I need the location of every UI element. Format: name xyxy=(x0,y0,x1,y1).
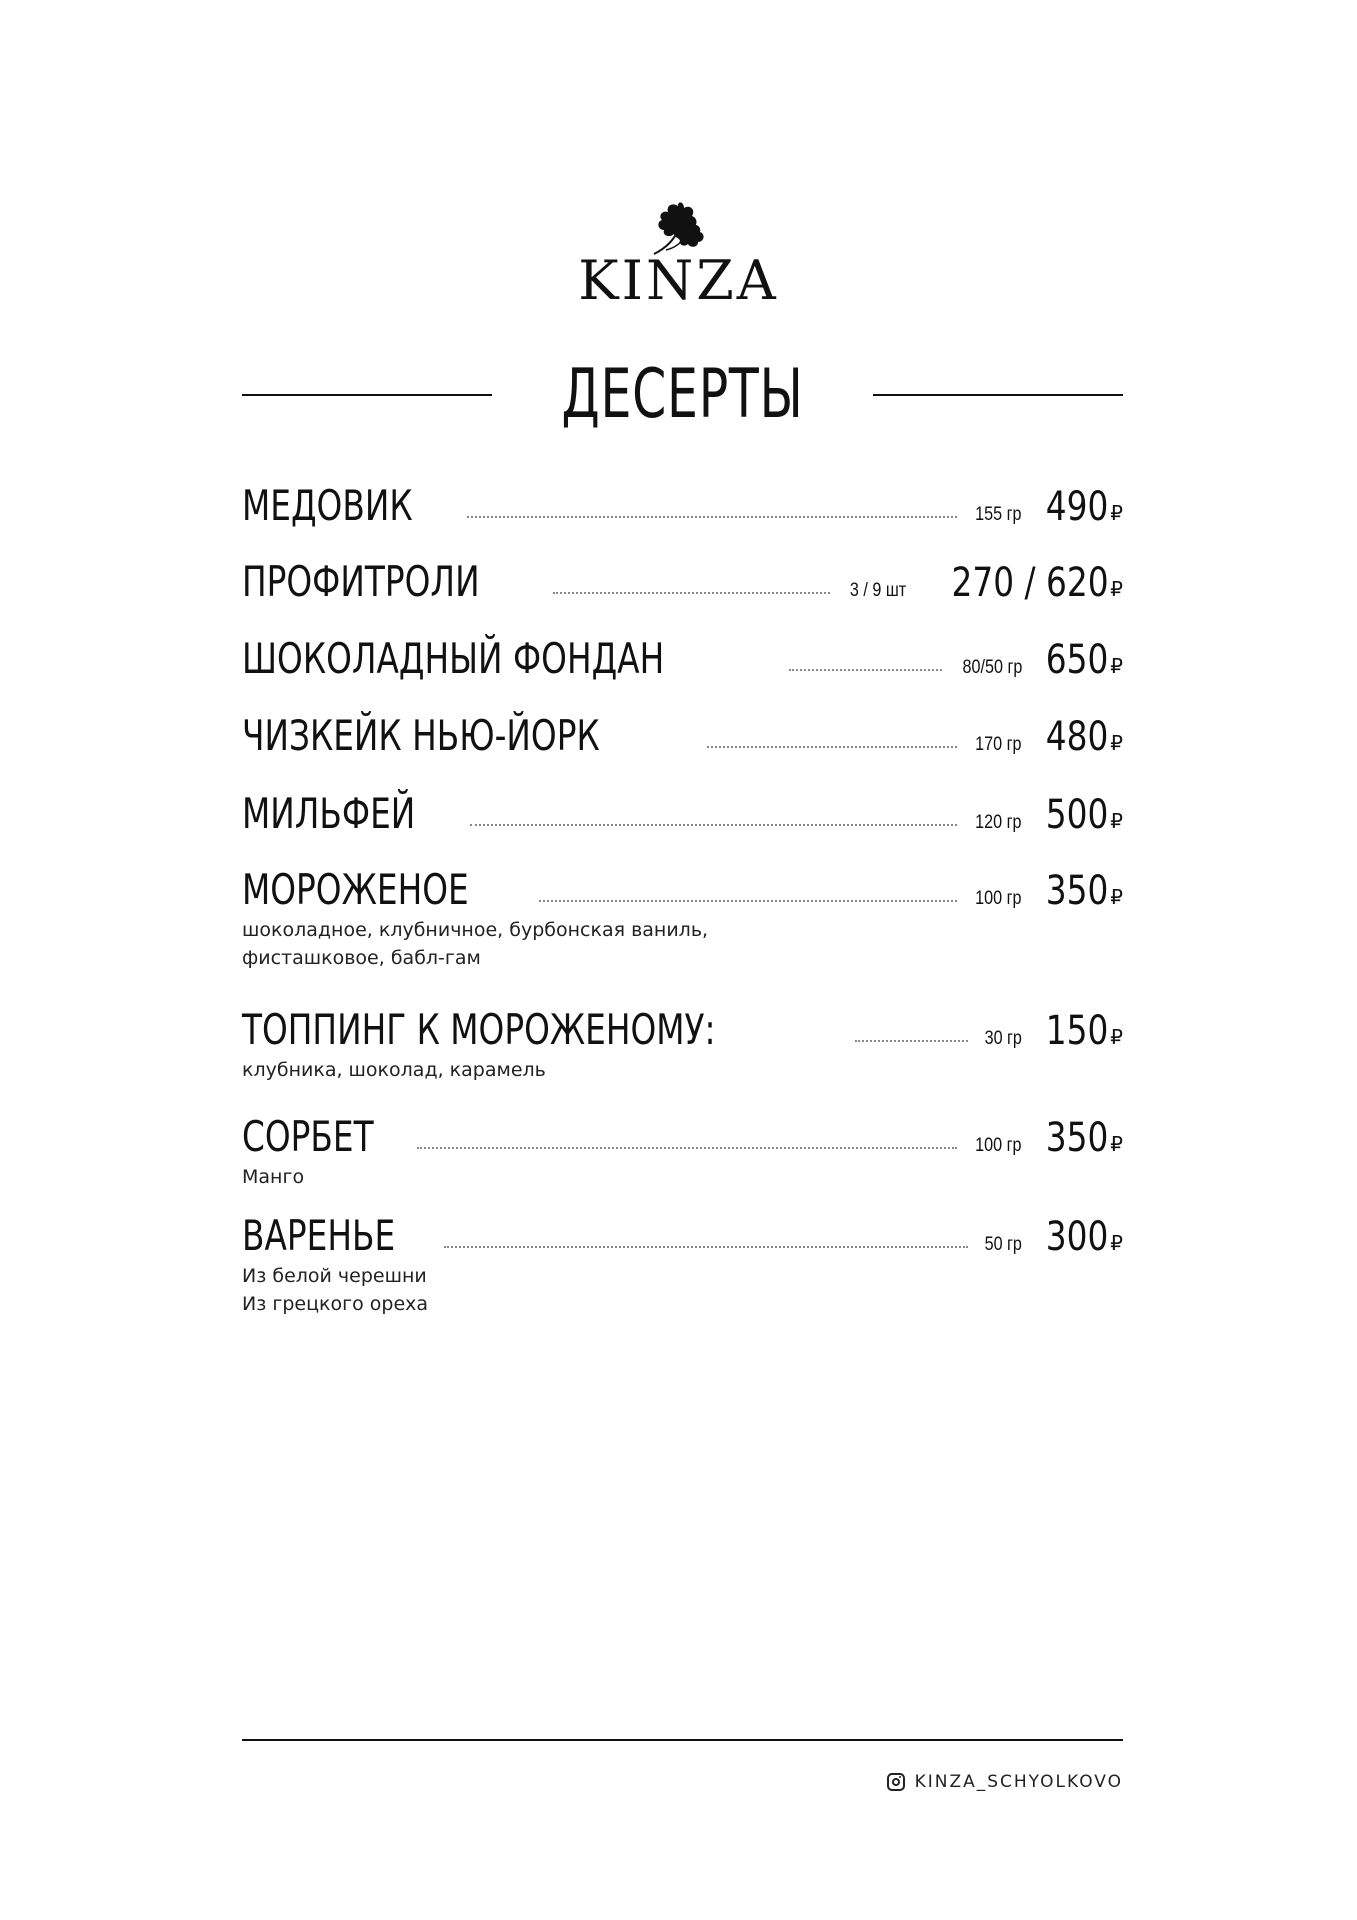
menu-item xyxy=(242,788,1123,840)
item-description: Манго xyxy=(242,1166,305,1188)
item-weight: 30 гр xyxy=(984,1028,1022,1049)
currency-sign: ₽ xyxy=(1110,577,1123,601)
menu-item xyxy=(242,633,1123,685)
item-name: ШОКОЛАДНЫЙ ФОНДАН xyxy=(242,634,665,683)
currency-sign: ₽ xyxy=(1110,1132,1123,1156)
item-price: 480 xyxy=(1045,714,1109,760)
menu-item xyxy=(242,710,1123,762)
footer-divider xyxy=(242,1739,1123,1741)
menu-item xyxy=(242,1210,1123,1318)
item-name: ЧИЗКЕЙК НЬЮ-ЙОРК xyxy=(242,711,600,760)
item-price: 350 xyxy=(1045,868,1109,914)
item-weight: 50 гр xyxy=(984,1234,1022,1255)
dot-leader xyxy=(553,592,831,594)
item-name: МИЛЬФЕЙ xyxy=(242,789,416,838)
currency-sign: ₽ xyxy=(1110,731,1123,755)
instagram-icon xyxy=(887,1773,905,1791)
item-name: ВАРЕНЬЕ xyxy=(242,1211,396,1260)
item-name: МОРОЖЕНОЕ xyxy=(242,865,469,914)
dot-leader xyxy=(539,900,958,902)
item-weight: 170 гр xyxy=(975,734,1022,755)
item-description: Из белой черешни xyxy=(242,1265,427,1287)
item-price: 500 xyxy=(1045,792,1109,838)
item-description: шоколадное, клубничное, бурбонская ваниль, xyxy=(242,919,709,941)
item-description: Из грецкого ореха xyxy=(242,1293,429,1315)
currency-sign: ₽ xyxy=(1110,1025,1123,1049)
item-weight: 120 гр xyxy=(975,812,1022,833)
item-price: 300 xyxy=(1045,1214,1109,1260)
item-weight: 155 гр xyxy=(975,504,1022,525)
item-description: клубника, шоколад, карамель xyxy=(242,1059,546,1081)
item-price: 490 xyxy=(1045,484,1109,530)
dot-leader xyxy=(855,1040,968,1042)
item-name: МЕДОВИК xyxy=(242,481,413,530)
menu-item xyxy=(242,480,1123,532)
section-header xyxy=(242,355,1123,435)
logo-text: KINZA xyxy=(578,249,779,312)
instagram-handle[interactable]: KINZA_SCHYOLKOVO xyxy=(914,1772,1123,1792)
dot-leader xyxy=(417,1147,958,1149)
footer-social[interactable] xyxy=(887,1772,1123,1792)
currency-sign: ₽ xyxy=(1110,501,1123,525)
item-weight: 100 гр xyxy=(975,888,1022,909)
item-price: 150 xyxy=(1045,1008,1109,1054)
dot-leader xyxy=(789,669,941,671)
item-price: 350 xyxy=(1045,1115,1109,1161)
dot-leader xyxy=(470,824,957,826)
currency-sign: ₽ xyxy=(1110,654,1123,678)
currency-sign: ₽ xyxy=(1110,885,1123,909)
menu-item xyxy=(242,864,1123,972)
title-divider-right xyxy=(873,394,1123,396)
item-price: 270 / 620 xyxy=(951,560,1109,606)
logo xyxy=(0,200,1357,312)
item-description: фисташковое, бабл-гам xyxy=(242,947,481,969)
section-title: ДЕСЕРТЫ xyxy=(561,355,804,434)
item-price: 650 xyxy=(1045,637,1109,683)
currency-sign: ₽ xyxy=(1110,809,1123,833)
item-name: ПРОФИТРОЛИ xyxy=(242,557,480,606)
item-weight: 100 гр xyxy=(975,1135,1022,1156)
item-name: СОРБЕТ xyxy=(242,1112,374,1161)
dot-leader xyxy=(444,1246,968,1248)
menu-item xyxy=(242,1111,1123,1191)
item-weight: 3 / 9 шт xyxy=(850,580,907,601)
item-name: ТОППИНГ К МОРОЖЕНОМУ: xyxy=(242,1005,716,1054)
item-weight: 80/50 гр xyxy=(962,657,1022,678)
menu-item xyxy=(242,556,1123,608)
dot-leader xyxy=(707,746,958,748)
menu-item xyxy=(242,1004,1123,1084)
currency-sign: ₽ xyxy=(1110,1231,1123,1255)
dot-leader xyxy=(467,516,958,518)
